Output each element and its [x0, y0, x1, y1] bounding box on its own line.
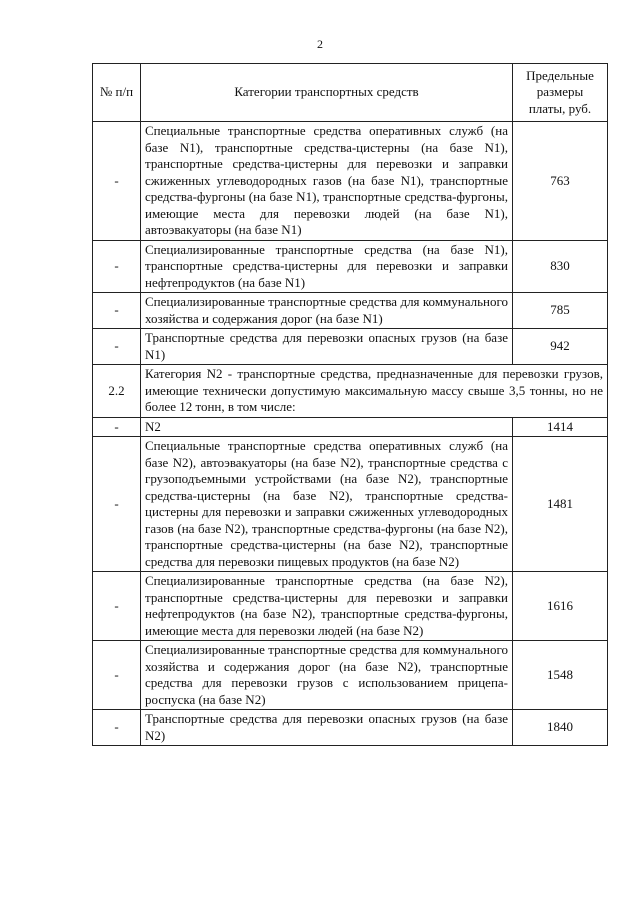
row-fee: 1548: [513, 641, 608, 710]
table-row: [93, 437, 608, 572]
row-number: -: [93, 437, 141, 572]
row-number: -: [93, 293, 141, 329]
row-fee: 1616: [513, 572, 608, 641]
row-number: -: [93, 417, 141, 437]
row-number: -: [93, 240, 141, 293]
row-number: -: [93, 572, 141, 641]
row-category: Специальные транспортные средства оперативных служб (на базе N1), транспортные средства-цистерны (на базе N1), транспортные средства-цистерны для перевозки и заправки сжиженных углеводородных газов (на базе N1), транспортные средства-фургоны (на базе N1), транспортные средства-фургоны, имеющие места для перевозки людей (на базе N1), автоэвакуаторы (на базе N1): [141, 122, 513, 241]
table-row: [93, 572, 608, 641]
row-category: Специализированные транспортные средства (на базе N1), транспортные средства-цистерны для перевозки и заправки нефтепродуктов (на базе N1): [141, 240, 513, 293]
row-category: Специализированные транспортные средства (на базе N2), транспортные средства-цистерны для перевозки и заправки нефтепродуктов (на базе N2), транспортные средства-фургоны, имеющие места для перевозки людей (на базе N2): [141, 572, 513, 641]
row-fee: 1414: [513, 417, 608, 437]
row-fee: 830: [513, 240, 608, 293]
row-fee: 1481: [513, 437, 608, 572]
row-number: -: [93, 641, 141, 710]
table-row: [93, 329, 608, 365]
row-number: -: [93, 710, 141, 746]
row-fee: 785: [513, 293, 608, 329]
header-number: № п/п: [93, 64, 141, 122]
row-number: -: [93, 329, 141, 365]
row-category: Специализированные транспортные средства для коммунального хозяйства и содержания дорог (на базе N1): [141, 293, 513, 329]
row-number: 2.2: [93, 365, 141, 418]
row-number: -: [93, 122, 141, 241]
table-row: [93, 710, 608, 746]
row-fee: 942: [513, 329, 608, 365]
row-category: Категория N2 - транспортные средства, предназначенные для перевозки грузов, имеющие технически допустимую максимальную массу свыше 3,5 тонны, но не более 12 тонн, в том числе:: [141, 365, 608, 418]
table-header-row: [93, 64, 608, 122]
tariff-table: [92, 63, 608, 746]
table-row-subcategory: [93, 365, 608, 418]
table-row: [93, 417, 608, 437]
row-category: Специальные транспортные средства оперативных служб (на базе N2), автоэвакуаторы (на базе N2), транспортные средства с грузоподъемными устройствами (на базе N2), транспортные средства-цистерны (на базе N2), транспортные средства-цистерны для перевозки и заправки сжиженных углеводородных газов (на базе N2), транспортные средства-фургоны (на базе N2), транспортные средства-цистерны (на базе N2), транспортные средства для перевозки пищевых продуктов (на базе N2): [141, 437, 513, 572]
table-row: [93, 240, 608, 293]
page-number: 2: [317, 37, 323, 51]
row-category: Транспортные средства для перевозки опасных грузов (на базе N2): [141, 710, 513, 746]
table-row: [93, 122, 608, 241]
row-category: N2: [141, 417, 513, 437]
table-row: [93, 641, 608, 710]
header-category: Категории транспортных средств: [141, 64, 513, 122]
row-category: Транспортные средства для перевозки опасных грузов (на базе N1): [141, 329, 513, 365]
row-fee: 1840: [513, 710, 608, 746]
header-fee: Предельные размеры платы, руб.: [513, 64, 608, 122]
table-row: [93, 293, 608, 329]
row-fee: 763: [513, 122, 608, 241]
row-category: Специализированные транспортные средства для коммунального хозяйства и содержания дорог (на базе N2), транспортные средства для перевозки грузов с использованием прицепа-роспуска (на базе N2): [141, 641, 513, 710]
